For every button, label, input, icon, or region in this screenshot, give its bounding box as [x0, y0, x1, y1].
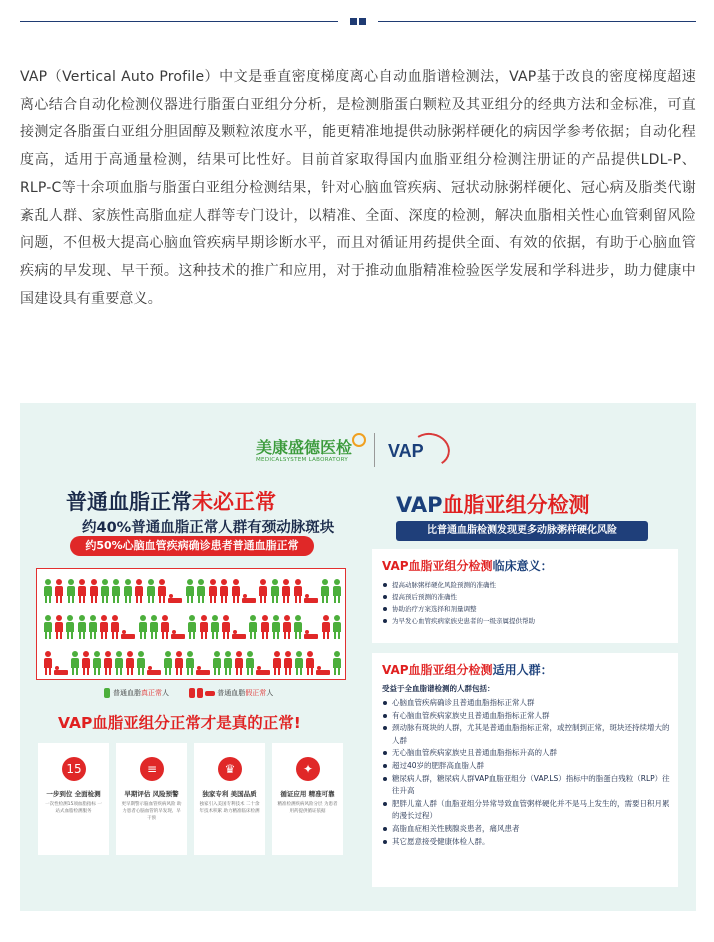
legend-normal-suffix: 人	[162, 689, 169, 697]
left-title-part-1: 普通血脂正常	[66, 490, 192, 514]
normal-person-icon	[136, 651, 145, 675]
abnormal-person-icon	[231, 579, 240, 603]
feature-card	[272, 743, 343, 855]
normal-person-icon	[114, 651, 123, 675]
normal-person-icon	[223, 651, 232, 675]
abnormal-person-icon	[260, 615, 269, 639]
article-paragraph: VAP（Vertical Auto Profile）中文是垂直密度梯度离心自动血脂谱检测法，VAP基于改良的密度梯度超速离心结合自动化检测仪器进行脂蛋白亚组分分析，是检测脂蛋白颗粒及其亚组分的经典方法和金标准，可直接测定各脂蛋白亚组分胆固醇及颗粒浓度水平，能更精准地提供动脉粥样硬化的病因学参考依据；自动化程度高，适用于高通量检测，结果可比性好。目前首家取得国内血脂亚组分检测注册证的产品提供LDL-P、RLP-C等十余项血脂与脂蛋白亚组分检测结果，针对心脑血管疾病、冠状动脉粥样硬化、冠心病及脂类代谢紊乱人群、家族性高脂血症人群等专门设计，以精准、全面、深度的检测，解决血脂相关性心血管剩留风险问题，不但极大提高心脑血管疾病早期诊断水平，而且对循证用药提供全面、有效的依据，有助于心脑血管疾病的早发现、早干预。这种技术的推广和应用，对于推动血脂精准检验医学发展和学科进步，助力健康中国建设具有重要意义。	[20, 69, 696, 307]
left-subtitle: 约40%普通血脂正常人群有颈动脉斑块	[82, 520, 335, 536]
right-title-part-1: VAP	[396, 493, 443, 517]
normal-person-icon	[320, 579, 329, 603]
patient-bed-icon	[54, 665, 68, 675]
list-item: 提高动脉粥样硬化风险预测的准确性	[382, 579, 672, 591]
abnormal-person-icon	[77, 579, 86, 603]
normal-person-icon	[70, 651, 79, 675]
abnormal-person-icon	[99, 615, 108, 639]
list-item: 心脑血管疾病确诊且普通血脂指标正常人群	[382, 697, 672, 710]
abnormal-person-icon	[305, 651, 314, 675]
clinical-significance-title	[382, 557, 553, 574]
brand-subtitle: MEDICALSYSTEM LABORATORY	[256, 457, 349, 463]
clinical-significance-title-part-2: 临床意义：	[492, 559, 553, 573]
normal-person-icon	[163, 651, 172, 675]
target-population-title	[382, 661, 553, 678]
list-item: 提高预后预测的准确性	[382, 591, 672, 603]
legend-normal-label: 普通血脂	[113, 689, 141, 697]
divider-line-left	[20, 21, 338, 22]
abnormal-person-icon	[160, 615, 169, 639]
patient-bed-icon	[304, 629, 318, 639]
report-icon: ≡	[140, 757, 164, 781]
normal-person-icon	[248, 615, 257, 639]
brand-header	[256, 431, 466, 471]
abnormal-person-icon	[43, 651, 52, 675]
feature-card-desc: 一次性检测15项血脂指标 一站式血脂检测服务	[45, 802, 102, 814]
feature-card	[116, 743, 187, 855]
normal-person-icon	[185, 651, 194, 675]
abnormal-person-icon	[293, 579, 302, 603]
abnormal-person-icon	[134, 579, 143, 603]
abnormal-person-icon	[199, 615, 208, 639]
normal-person-icon	[212, 651, 221, 675]
patient-bed-icon	[256, 665, 270, 675]
abnormal-person-icon	[283, 651, 292, 675]
normal-person-icon	[270, 579, 279, 603]
patient-bed-icon	[205, 691, 215, 696]
abnormal-person-icon	[221, 615, 230, 639]
normal-person-icon	[293, 615, 302, 639]
list-item: 协助治疗方案选择和剂量调整	[382, 603, 672, 615]
list-item: 肥胖儿童人群（血脂亚组分异常导致血管粥样硬化并不是马上发生的，需要日积月累的漫长过程）	[382, 798, 672, 823]
target-population-box	[372, 653, 678, 887]
normal-person-icon	[43, 615, 52, 639]
normal-person-icon	[294, 651, 303, 675]
normal-person-icon	[196, 579, 205, 603]
feature-card	[38, 743, 109, 855]
abnormal-person-icon	[103, 651, 112, 675]
feature-card-desc: 精准检测疾病风险分层 为患者用药提供循证依据	[277, 802, 338, 814]
abnormal-person-icon	[258, 579, 267, 603]
normal-person-icon	[123, 579, 132, 603]
pictogram-row	[43, 577, 341, 603]
divider-square	[350, 18, 357, 25]
normal-person-icon	[138, 615, 147, 639]
true-normal-title: VAP血脂亚组分正常才是真的正常!	[58, 714, 301, 732]
legend-abnormal-suffix: 人	[266, 689, 274, 697]
abnormal-person-icon	[157, 579, 166, 603]
abnormal-person-icon	[89, 579, 98, 603]
clinical-significance-list	[382, 579, 672, 627]
target-icon: ✦	[296, 757, 320, 781]
target-population-title-part-1: VAP血脂亚组分检测	[382, 663, 493, 677]
normal-person-icon	[104, 688, 110, 698]
patient-bed-icon	[232, 629, 246, 639]
feature-card-desc: 更早期警示脑血管疾病风险 助力患者心脑血管的早发现、早干预	[121, 802, 182, 821]
pictogram-legend	[104, 688, 273, 698]
normal-person-icon	[146, 579, 155, 603]
feature-card-desc: 独家引入美国专利技术 二十余年技术积累 助力精准临床检测	[199, 802, 260, 814]
list-item: 高脂血症相关性胰腺炎患者，痛风患者	[382, 823, 672, 836]
normal-person-icon	[43, 579, 52, 603]
normal-person-icon	[149, 615, 158, 639]
legend-abnormal-emphasis: 假正常	[245, 689, 267, 697]
abnormal-person-icon	[54, 615, 63, 639]
patient-bed-icon	[316, 665, 330, 675]
vap-poster-image	[20, 403, 696, 911]
list-item: 糖尿病人群，糖尿病人群VAP血脂亚组分（VAP.LS）指标中的脂蛋白残粒（RLP）往往升高	[382, 773, 672, 798]
patient-bed-icon	[304, 593, 318, 603]
feature-card-title: 独家专利 美国品质	[202, 790, 257, 798]
list-item: 超过40岁的肥胖高血脂人群	[382, 760, 672, 773]
divider-square	[359, 18, 366, 25]
abnormal-person-icon	[189, 688, 195, 698]
target-population-lead: 受益于全血脂谱检测的人群包括：	[382, 684, 495, 693]
feature-card	[194, 743, 265, 855]
legend-normal-emphasis: 真正常	[141, 689, 162, 697]
abnormal-person-icon	[282, 615, 291, 639]
abnormal-person-icon	[234, 651, 243, 675]
right-title-part-2: 血脂亚组分检测	[442, 493, 590, 517]
list-item: 无心脑血管疾病家族史且普通血脂指标升高的人群	[382, 747, 672, 760]
normal-person-icon	[210, 615, 219, 639]
target-population-title-part-2: 适用人群：	[492, 663, 553, 677]
people-pictogram	[36, 568, 346, 680]
normal-person-icon	[88, 615, 97, 639]
normal-person-icon	[332, 615, 341, 639]
patient-bed-icon	[168, 593, 182, 603]
normal-person-icon	[111, 579, 120, 603]
normal-person-icon	[77, 615, 86, 639]
abnormal-person-icon	[272, 651, 281, 675]
abnormal-person-icon	[54, 579, 63, 603]
patient-bed-icon	[121, 629, 135, 639]
left-banner: 约50%心脑血管疾病确诊患者普通血脂正常	[70, 536, 314, 556]
right-title	[396, 489, 589, 519]
normal-person-icon	[100, 579, 109, 603]
normal-person-icon	[332, 579, 341, 603]
abnormal-person-icon	[110, 615, 119, 639]
vap-logo	[384, 433, 452, 469]
brand-name: 美康盛德医检	[256, 438, 353, 457]
normal-person-icon	[185, 579, 194, 603]
normal-person-icon	[66, 579, 75, 603]
abnormal-person-icon	[219, 579, 228, 603]
list-item: 颈动脉有斑块的人群，尤其是普通血脂指标正常，或控制到正常，斑块还持续增大的人群	[382, 722, 672, 747]
abnormal-person-icon	[321, 615, 330, 639]
left-title	[66, 486, 276, 516]
clock-icon: 15	[62, 757, 86, 781]
right-banner: 比普通血脂检测发现更多动脉粥样硬化风险	[396, 521, 648, 541]
list-item: 其它愿意接受健康体检人群。	[382, 836, 672, 849]
clinical-significance-title-part-1: VAP血脂亚组分检测	[382, 559, 493, 573]
vap-logo-text: VAP	[388, 441, 424, 461]
abnormal-person-icon	[125, 651, 134, 675]
heart-arc-icon	[407, 430, 452, 470]
legend-abnormal-label: 普通血脂	[217, 689, 246, 697]
section-divider	[20, 14, 696, 30]
list-item: 为早发心血管疾病家族史患者的一级亲属提供帮助	[382, 615, 672, 627]
brand-separator	[374, 433, 375, 467]
abnormal-person-icon	[281, 579, 290, 603]
normal-person-icon	[245, 651, 254, 675]
list-item: 有心脑血管疾病家族史且普通血脂指标正常人群	[382, 710, 672, 723]
left-title-part-2: 未必正常	[192, 490, 276, 514]
feature-card-title: 循证应用 精准可靠	[280, 790, 335, 798]
brand-emblem-icon	[352, 433, 366, 447]
patient-bed-icon	[196, 665, 210, 675]
patient-bed-icon	[242, 593, 256, 603]
abnormal-person-icon	[81, 651, 90, 675]
patient-bed-icon	[147, 665, 161, 675]
pictogram-row	[43, 613, 341, 639]
normal-person-icon	[92, 651, 101, 675]
abnormal-person-icon	[197, 688, 203, 698]
pictogram-row	[43, 649, 341, 675]
patient-bed-icon	[171, 629, 185, 639]
patent-icon: ♛	[218, 757, 242, 781]
abnormal-person-icon	[208, 579, 217, 603]
feature-cards	[38, 743, 344, 855]
clinical-significance-box	[372, 549, 678, 643]
abnormal-person-icon	[174, 651, 183, 675]
normal-person-icon	[65, 615, 74, 639]
divider-line-right	[378, 21, 696, 22]
normal-person-icon	[271, 615, 280, 639]
feature-card-title: 一步到位 全面检测	[46, 790, 101, 798]
target-population-list	[382, 697, 672, 848]
feature-card-title: 早期评估 风险预警	[124, 790, 179, 798]
normal-person-icon	[187, 615, 196, 639]
normal-person-icon	[332, 651, 341, 675]
